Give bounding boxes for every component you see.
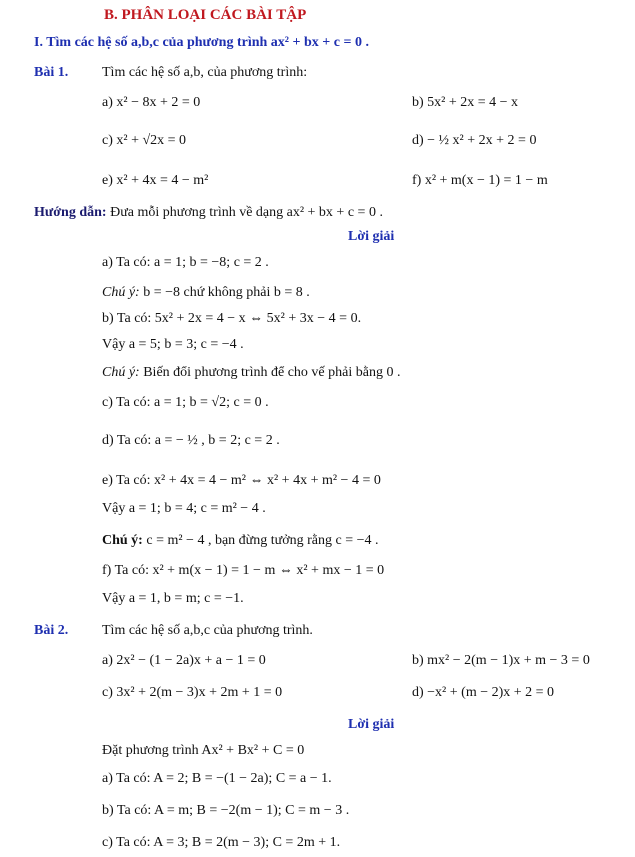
bai1-label: Bài 1. — [34, 65, 69, 80]
sol1-d: d) Ta có: a = − ½ , b = 2; c = 2 . — [102, 433, 280, 448]
sol1-chu-y-b — [102, 364, 400, 382]
bai1-prompt: Tìm các hệ số a,b, của phương trình: — [102, 65, 308, 80]
sol1-chu-y-b-label: Chú ý: — [102, 365, 140, 380]
sol1-chu-y-a — [102, 284, 310, 302]
sol1-chu-y-e-text: c = m² − 4 , bạn đừng tưởng rằng c = −4 . — [142, 533, 379, 548]
part-title: I. Tìm các hệ số a,b,c của phương trình ax² + bx + c = 0 . — [34, 35, 369, 50]
huong-dan-label: Hướng dẫn: — [34, 205, 107, 220]
sol1-chu-y-b-text: Biến đổi phương trình để cho vế phải bằng 0 . — [139, 365, 401, 380]
sol1-b: b) Ta có: 5x² + 2x = 4 − x ⇔ 5x² + 3x − 4 = 0. — [102, 311, 362, 326]
bai1-item-c: c) x² + √2x = 0 — [102, 133, 187, 148]
sol1-chu-y-e-label: Chú ý: — [102, 533, 143, 548]
sol1-e: e) Ta có: x² + 4x = 4 − m² ⇔ x² + 4x + m² − 4 = 0 — [102, 473, 381, 488]
bai2-prompt: Tìm các hệ số a,b,c của phương trình. — [102, 623, 313, 638]
loi-giai-2: Lời giải — [348, 717, 395, 732]
bai2-item-a: a) 2x² − (1 − 2a)x + a − 1 = 0 — [102, 653, 266, 668]
sol1-chu-y-e — [102, 532, 379, 550]
sol1-c: c) Ta có: a = 1; b = √2; c = 0 . — [102, 395, 269, 410]
bai2-item-c: c) 3x² + 2(m − 3)x + 2m + 1 = 0 — [102, 685, 283, 700]
huong-dan — [34, 204, 383, 222]
sol1-chu-y-a-text: b = −8 chứ không phải b = 8 . — [139, 285, 310, 300]
sol2-a: a) Ta có: A = 2; B = −(1 − 2a); C = a − 1. — [102, 771, 332, 786]
bai2-label: Bài 2. — [34, 623, 69, 638]
bai2-item-d: d) −x² + (m − 2)x + 2 = 0 — [412, 685, 555, 700]
bai1-item-e: e) x² + 4x = 4 − m² — [102, 173, 209, 188]
loi-giai-1: Lời giải — [348, 229, 395, 244]
sol1-e2: Vậy a = 1; b = 4; c = m² − 4 . — [102, 501, 266, 516]
bai2-item-b: b) mx² − 2(m − 1)x + m − 3 = 0 — [412, 653, 590, 668]
huong-dan-text: Đưa mỗi phương trình về dạng ax² + bx + c = 0 . — [110, 205, 383, 220]
sol1-chu-y-a-label: Chú ý: — [102, 285, 140, 300]
sol2-c: c) Ta có: A = 3; B = 2(m − 3); C = 2m + 1. — [102, 835, 341, 850]
sol1-f: f) Ta có: x² + m(x − 1) = 1 − m ⇔ x² + mx − 1 = 0 — [102, 563, 385, 578]
sol2-intro: Đặt phương trình Ax² + Bx² + C = 0 — [102, 743, 305, 758]
bai1-item-d: d) − ½ x² + 2x + 2 = 0 — [412, 133, 537, 148]
sol2-b: b) Ta có: A = m; B = −2(m − 1); C = m − 3 . — [102, 803, 350, 818]
sol1-b2: Vậy a = 5; b = 3; c = −4 . — [102, 337, 244, 352]
section-title: B. PHÂN LOẠI CÁC BÀI TẬP — [104, 7, 307, 23]
bai1-item-a: a) x² − 8x + 2 = 0 — [102, 95, 201, 110]
sol1-f2: Vậy a = 1, b = m; c = −1. — [102, 591, 244, 606]
sol1-a: a) Ta có: a = 1; b = −8; c = 2 . — [102, 255, 269, 270]
bai1-item-b: b) 5x² + 2x = 4 − x — [412, 95, 519, 110]
bai1-item-f: f) x² + m(x − 1) = 1 − m — [412, 173, 548, 188]
